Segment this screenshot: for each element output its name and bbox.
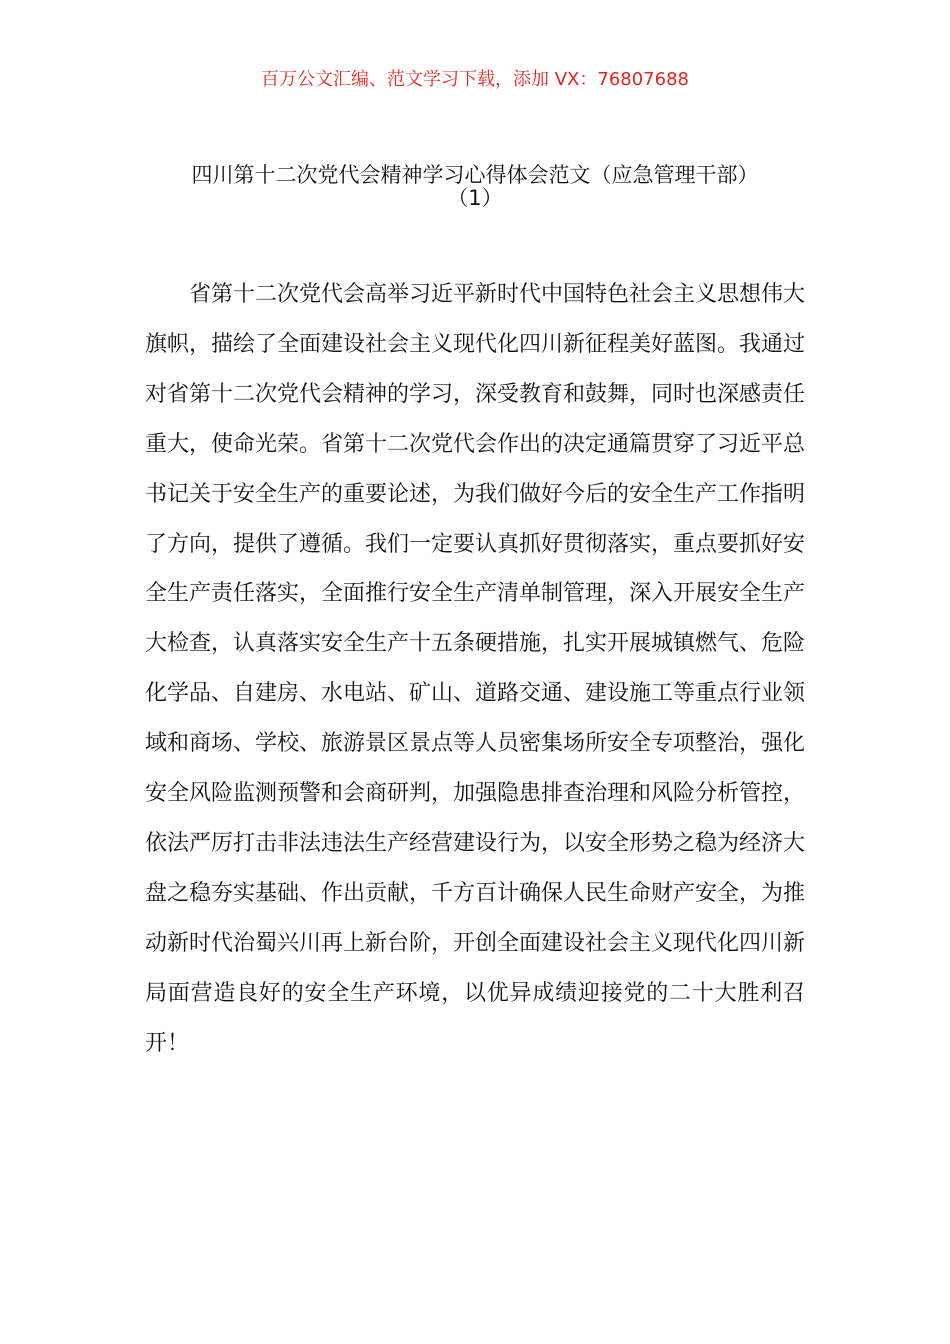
header-banner: 百万公文汇编、范文学习下载，添加 VX：76807688	[261, 69, 689, 90]
document-title-number: （1）	[447, 186, 503, 210]
document-title: 四川第十二次党代会精神学习心得体会范文（应急管理干部）	[191, 163, 759, 187]
body-paragraph: 省第十二次党代会高举习近平新时代中国特色社会主义思想伟大旗帜，描绘了全面建设社会主义现代化四川新征程美好蓝图。我通过对省第十二次党代会精神的学习，深受教育和鼓舞，同时也深感责任重大，使命光荣。省第十二次党代会作出的决定通篇贯穿了习近平总书记关于安全生产的重要论述，为我们做好今后的安全生产工作指明了方向，提供了遵循。我们一定要认真抓好贯彻落实，重点要抓好安全生产责任落实，全面推行安全生产清单制管理，深入开展安全生产大检查，认真落实安全生产十五条硬措施，扎实开展城镇燃气、危险化学品、自建房、水电站、矿山、道路交通、建设施工等重点行业领域和商场、学校、旅游景区景点等人员密集场所安全专项整治，强化安全风险监测预警和会商研判，加强隐患排查治理和风险分析管控，依法严厉打击非法违法生产经营建设行为，以安全形势之稳为经济大盘之稳夯实基础、作出贡献，千方百计确保人民生命财产安全，为推动新时代治蜀兴川再上新台阶，开创全面建设社会主义现代化四川新局面营造良好的安全生产环境，以优异成绩迎接党的二十大胜利召开！	[145, 282, 806, 1056]
